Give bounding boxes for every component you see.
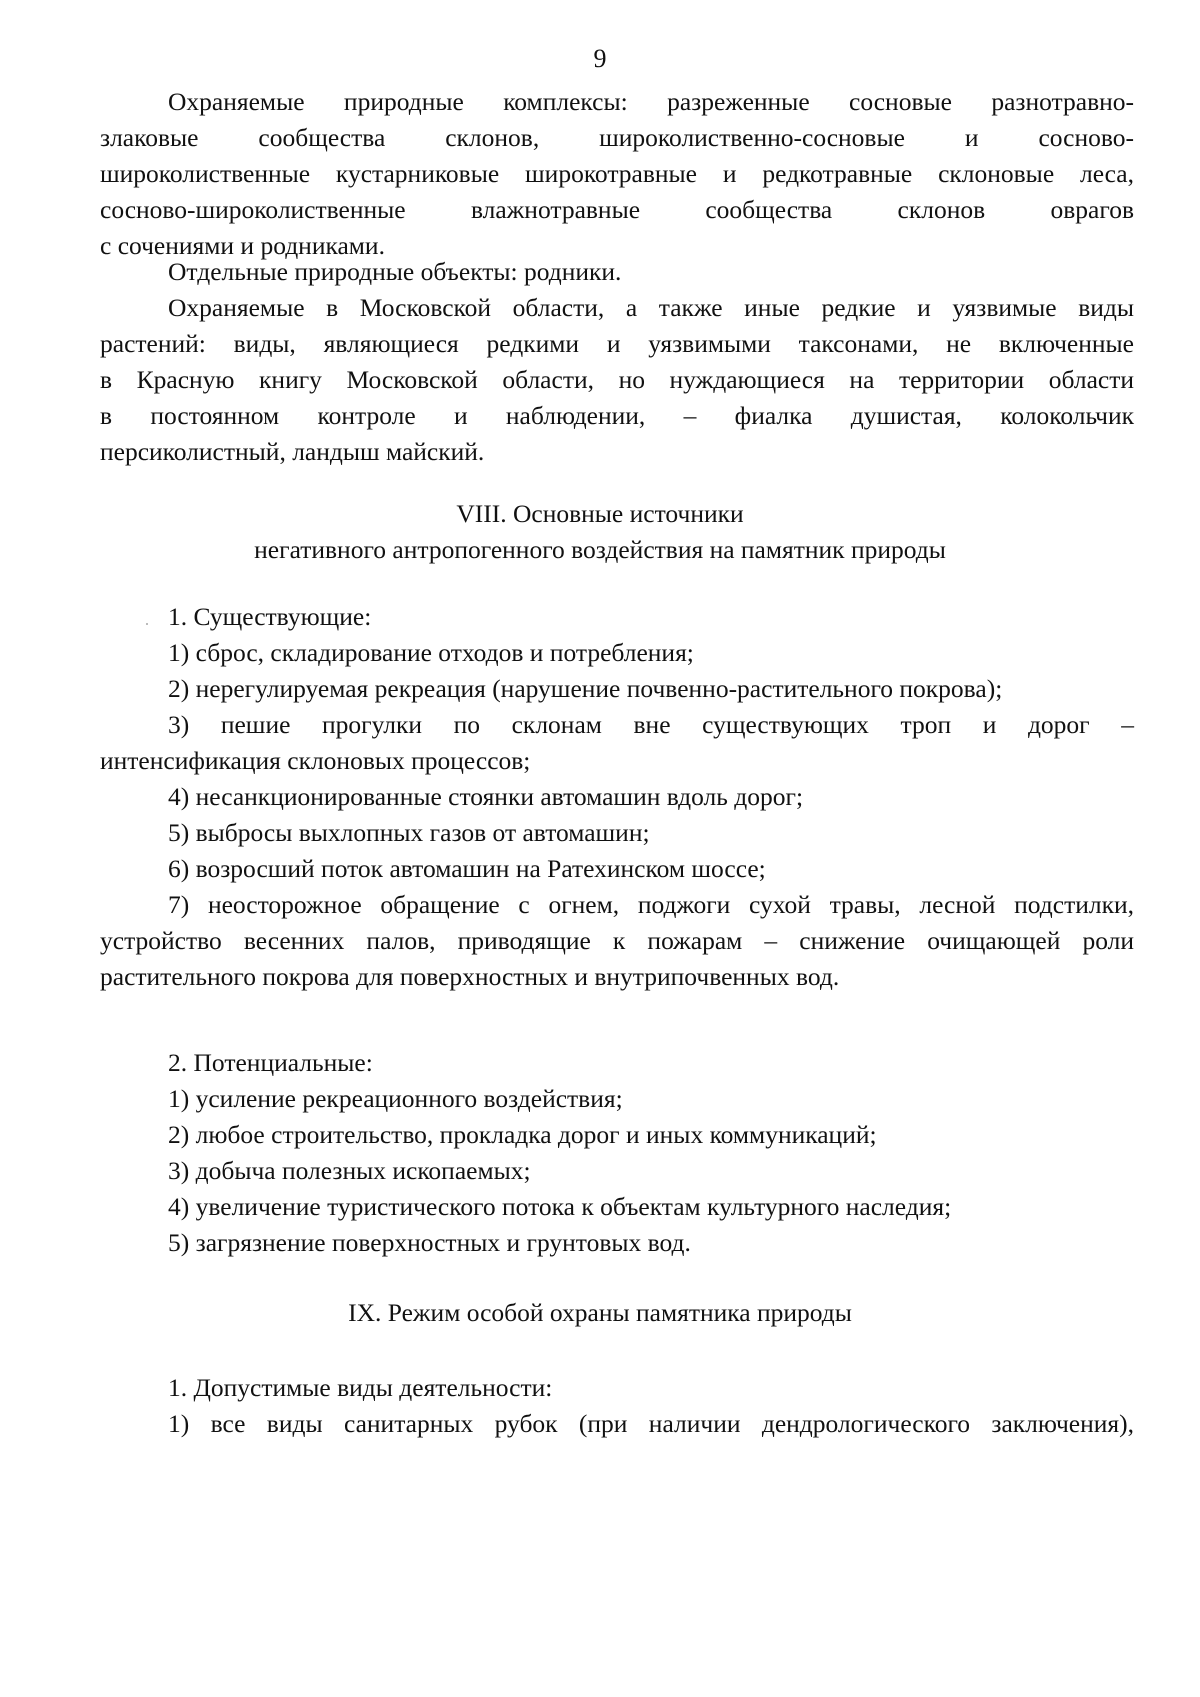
list-item: 1) усиление рекреационного воздействия; [168, 1084, 623, 1113]
potential-sources-list [100, 1045, 1134, 1261]
list-item: 7) неосторожное обращение с огнем, поджоги сухой травы, лесной подстилки, [168, 890, 1134, 919]
text-line: Охраняемые природные комплексы: разреженные сосновые разнотравно- [168, 87, 1134, 116]
list-title: 2. Потенциальные: [168, 1048, 373, 1077]
page-number: 9 [593, 44, 607, 73]
text-line: с сочениями и родниками. [100, 231, 385, 260]
allowed-activities-list [100, 1370, 1134, 1442]
list-item: 3) пешие прогулки по склонам вне существующих троп и дорог – [168, 710, 1134, 739]
list-title: 1. Допустимые виды деятельности: [168, 1373, 553, 1402]
list-item: 4) несанкционированные стоянки автомашин вдоль дорог; [168, 782, 804, 811]
text-line: Охраняемые в Московской области, а также иные редкие и уязвимые виды [168, 293, 1134, 322]
list-item: 6) возросший поток автомашин на Ратехинском шоссе; [168, 854, 766, 883]
section-8-heading-line-1: VIII. Основные источники [456, 499, 744, 528]
list-item: 5) загрязнение поверхностных и грунтовых вод. [168, 1228, 691, 1257]
text-line: сосново-широколиственные влажнотравные сообщества склонов оврагов [100, 195, 1134, 224]
text-line: широколиственные кустарниковые широкотравные и редкотравные склоновые леса, [100, 159, 1134, 188]
text-line: в Красную книгу Московской области, но нуждающиеся на территории области [100, 365, 1134, 394]
existing-sources-list [100, 599, 1134, 995]
list-item-continuation: растительного покрова для поверхностных и внутрипочвенных вод. [100, 962, 840, 991]
list-item-continuation: устройство весенних палов, приводящие к пожарам – снижение очищающей роли [100, 926, 1134, 955]
protected-complexes-paragraph [100, 84, 1134, 264]
text-line: растений: виды, являющиеся редкими и уязвимыми таксонами, не включенные [100, 329, 1134, 358]
list-item: 4) увеличение туристического потока к объектам культурного наследия; [168, 1192, 952, 1221]
list-item: 2) любое строительство, прокладка дорог и иных коммуникаций; [168, 1120, 877, 1149]
rare-species-paragraph [100, 290, 1134, 470]
text-line: Отдельные природные объекты: родники. [168, 257, 622, 286]
text-line: персиколистный, ландыш майский. [100, 437, 485, 466]
list-item: 1) все виды санитарных рубок (при наличии дендрологического заключения), [168, 1409, 1134, 1438]
list-item: 3) добыча полезных ископаемых; [168, 1156, 531, 1185]
text-line: в постоянном контроле и наблюдении, – фиалка душистая, колокольчик [100, 401, 1134, 430]
natural-objects-paragraph [100, 254, 1134, 290]
list-title: 1. Существующие: [168, 602, 372, 631]
list-item: 2) нерегулируемая рекреация (нарушение почвенно-растительного покрова); [168, 674, 1003, 703]
section-9-heading: IX. Режим особой охраны памятника природы [348, 1298, 852, 1327]
list-item: 5) выбросы выхлопных газов от автомашин; [168, 818, 650, 847]
list-item: 1) сброс, складирование отходов и потребления; [168, 638, 694, 667]
text-line: злаковые сообщества склонов, широколиственно-сосновые и сосново- [100, 123, 1134, 152]
section-8-heading-line-2: негативного антропогенного воздействия на памятник природы [254, 535, 946, 564]
list-item-continuation: интенсификация склоновых процессов; [100, 746, 531, 775]
